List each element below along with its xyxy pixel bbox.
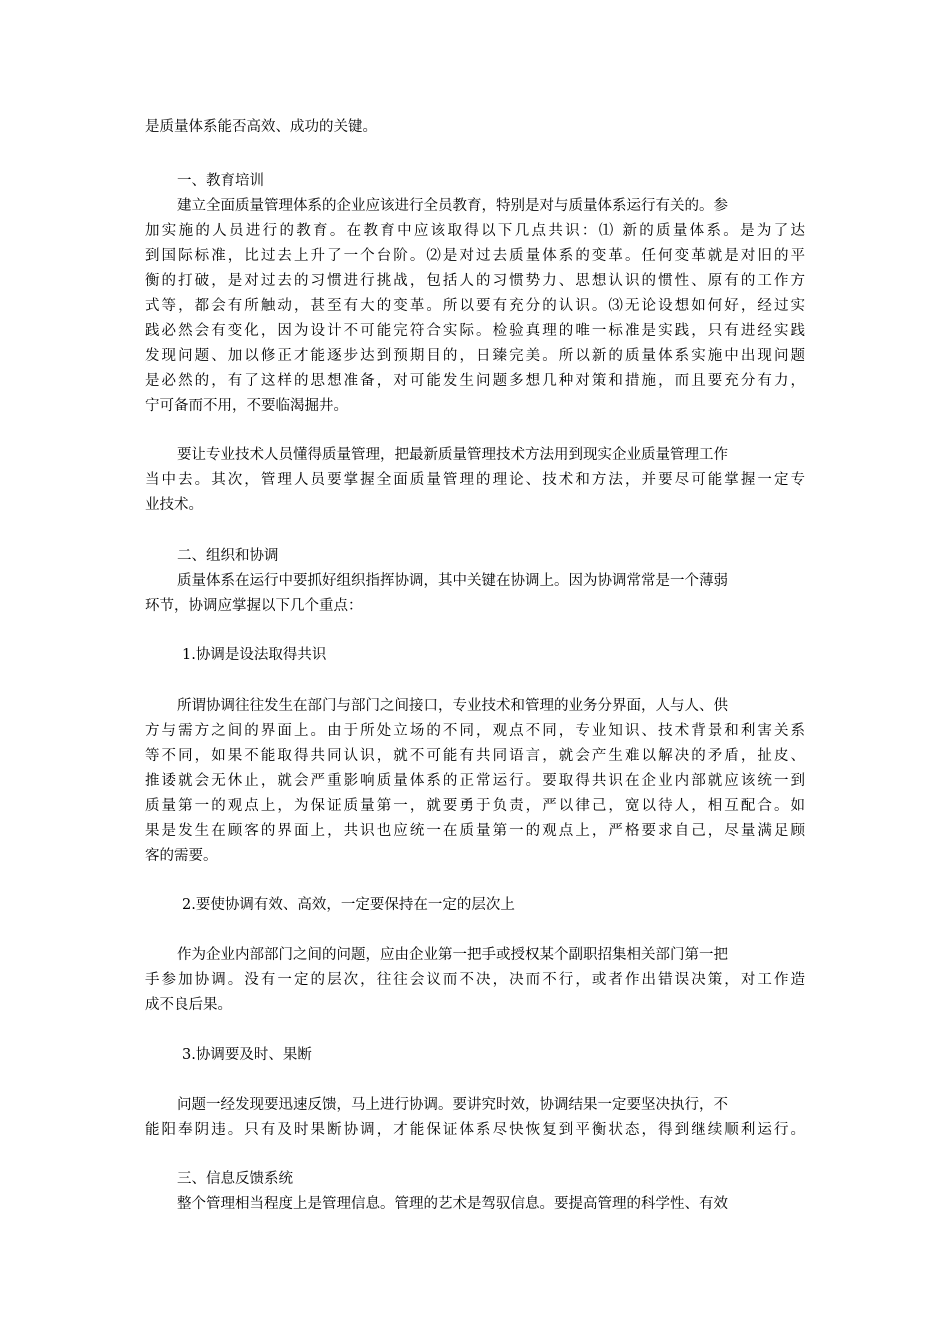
- text-line: 建立全面质量管理体系的企业应该进行全员教育，特别是对与质量体系运行有关的。参: [177, 198, 728, 214]
- point-title-consensus: 1.协调是设法取得共识: [182, 647, 327, 663]
- text-line: 质量体系在运行中要抓好组织指挥协调，其中关键在协调上。因为协调常常是一个薄弱: [177, 573, 728, 589]
- text-line: 客的需要。: [145, 848, 218, 864]
- text-line: 要让专业技术人员懂得质量管理，把最新质量管理技术方法用到现实企业质量管理工作: [177, 447, 728, 463]
- text-line: 所谓协调往往发生在部门与部门之间接口，专业技术和管理的业务分界面，人与人、供: [177, 698, 728, 714]
- point-title-timely: 3.协调要及时、果断: [182, 1047, 312, 1063]
- text-line: 质量第一的观点上，为保证质量第一，就要勇于负责，严以律己，宽以待人，相互配合。如: [145, 798, 805, 814]
- text-line: 等不同，如果不能取得共同认识，就不可能有共同语言，就会产生难以解决的矛盾，扯皮、: [145, 748, 805, 764]
- text-line: 践必然会有变化，因为设计不可能完符合实际。检验真理的唯一标准是实践，只有进经实践: [145, 323, 805, 339]
- point-title-level: 2.要使协调有效、高效，一定要保持在一定的层次上: [182, 897, 515, 913]
- text-line: 手参加协调。没有一定的层次，往往会议而不决，决而不行，或者作出错误决策，对工作造: [145, 972, 805, 988]
- text-line: 宁可备而不用，不要临渴掘井。: [145, 398, 348, 414]
- text-line: 是必然的，有了这样的思想准备，对可能发生问题多想几种对策和措施，而且要充分有力，: [145, 373, 805, 389]
- text-line: 到国际标准，比过去上升了一个台阶。⑵是对过去质量体系的变革。任何变革就是对旧的平: [145, 248, 805, 264]
- text-line: 作为企业内部部门之间的问题，应由企业第一把手或授权某个副职招集相关部门第一把: [177, 947, 728, 963]
- text-line: 问题一经发现要迅速反馈，马上进行协调。要讲究时效，协调结果一定要坚决执行，不: [177, 1097, 728, 1113]
- text-line: 成不良后果。: [145, 997, 232, 1013]
- text-line: 能阳奉阴违。只有及时果断协调，才能保证体系尽快恢复到平衡状态，得到继续顺利运行。: [145, 1122, 805, 1138]
- text-line: 加实施的人员进行的教育。在教育中应该取得以下几点共识：⑴ 新的质量体系。是为了达: [145, 223, 805, 239]
- text-line: 式等，都会有所触动，甚至有大的变革。所以要有充分的认识。⑶无论设想如何好，经过实: [145, 298, 805, 314]
- text-line: 整个管理相当程度上是管理信息。管理的艺术是驾驭信息。要提高管理的科学性、有效: [177, 1196, 728, 1212]
- text-line: 衡的打破，是对过去的习惯进行挑战，包括人的习惯势力、思想认识的惯性、原有的工作方: [145, 273, 805, 289]
- section-heading-feedback: 三、信息反馈系统: [177, 1171, 293, 1187]
- text-line: 发现问题、加以修正才能逐步达到预期目的，日臻完美。所以新的质量体系实施中出现问题: [145, 348, 805, 364]
- text-line: 环节，协调应掌握以下几个重点：: [145, 598, 363, 614]
- text-line: 果是发生在顾客的界面上，共识也应统一在质量第一的观点上，严格要求自己，尽量满足顾: [145, 823, 805, 839]
- section-heading-coordination: 二、组织和协调: [177, 548, 279, 564]
- text-line: 当中去。其次，管理人员要掌握全面质量管理的理论、技术和方法，并要尽可能掌握一定专: [145, 472, 805, 488]
- section-heading-education: 一、教育培训: [177, 173, 264, 189]
- text-line: 方与需方之间的界面上。由于所处立场的不同，观点不同，专业知识、技术背景和利害关系: [145, 723, 805, 739]
- lead-line: 是质量体系能否高效、成功的关键。: [145, 119, 377, 135]
- text-line: 业技术。: [145, 497, 203, 513]
- text-line: 推诿就会无休止，就会严重影响质量体系的正常运行。要取得共识在企业内部就应该统一到: [145, 773, 805, 789]
